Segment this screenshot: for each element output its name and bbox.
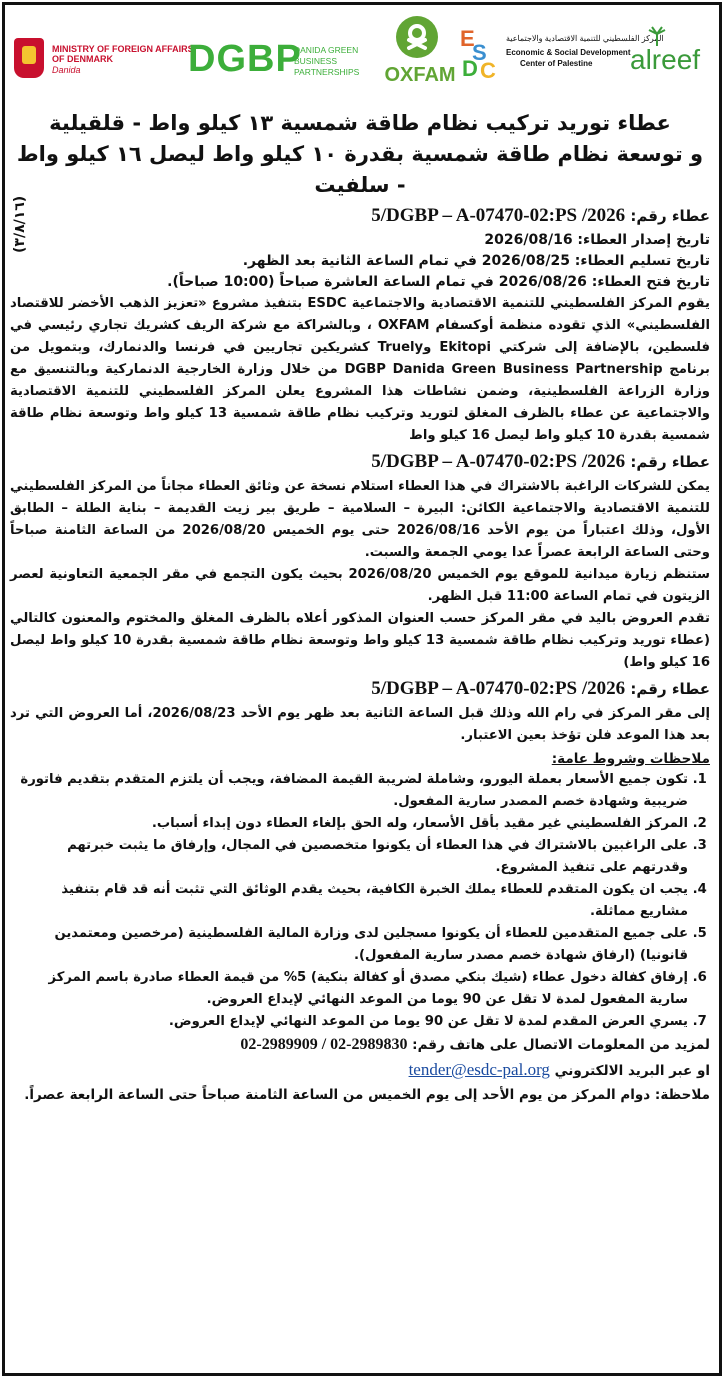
title-line1: عطاء توريد تركيب نظام طاقة شمسية ١٣ كيلو واط - قلقيلية (49, 111, 671, 135)
esdc-arabic-name: المركز الفلسطيني للتنمية الاقتصادية والاجتماعية (506, 34, 664, 43)
tender-number: 5/DGBP – A-07470-02:PS /2026 (371, 678, 626, 699)
office-hours-note: ملاحظة: دوام المركز من يوم الأحد إلى يوم الخميس من الساعة الثامنة صباحاً حتى الساعة الرابعة عصراً. (24, 1087, 710, 1103)
tender-label: عطاء رقم: (630, 453, 710, 471)
oxfam-logo (382, 16, 456, 96)
mfa-line1: MINISTRY OF FOREIGN AFFAIRS (52, 44, 194, 54)
announcement-body (10, 108, 710, 1106)
alreef-name: alreef (630, 44, 701, 75)
phone-numbers: 02-2989909 / 02-2989830 (240, 1036, 408, 1053)
dgbp-logo (188, 38, 378, 88)
oxfam-symbol-icon (396, 16, 438, 58)
handwritten-note: (٣/٨/١٦) (12, 196, 28, 254)
note-item: 4. يجب ان يكون المتقدم للعطاء يملك الخبرة الكافية، بحيث يقدم الوثائق التي تثبت أنه قد قام بتنفيذ مشاريع مماثلة. (10, 879, 688, 923)
danish-crest-icon (14, 38, 44, 78)
esdc-english-line1: Economic & Social Development (506, 48, 631, 57)
alreef-logo (630, 26, 720, 96)
tender-reference-2 (10, 450, 710, 474)
contact-email (10, 1057, 710, 1084)
note-item: 7. يسري العرض المقدم لمدة لا تقل عن 90 يوما من الموعد النهائي لإيداع العروض. (10, 1011, 688, 1033)
note-item: 3. على الراغبين بالاشتراك في هذا العطاء أن يكونوا متخصصين في المجال، وإرفاق ما يثبت خبرتهم وقدرتهم على تنفيذ المشروع. (10, 835, 688, 879)
email-label: او عبر البريد الالكتروني (554, 1063, 710, 1079)
intro-paragraph: يقوم المركز الفلسطيني للتنمية الاقتصادية والاجتماعية ESDC بتنفيذ مشروع «تعزيز الذهب الأخضر للاقتصاد الفلسطيني» الذي تقوده منظمة أوكسفام OXFAM ، وبالشراكة مع شركة الريف كشريك تجاري رئيسي في فلسطين، بالإضافة إلى شركتي Ekitopi وTruely كشريكين تجاريين في فرنسا والدنمارك، وبتمويل من برنامج DGBP Danida Green Business Partnership من خلال وزارة الخارجية الدنماركية وبالتنسيق مع وزارة الزراعة الفلسطينية، وضمن نشاطات هذا المشروع يعلن المركز الفلسطيني للتنمية الاقتصادية والاجتماعية عن عطاء بالظرف المغلق لتوريد وتركيب نظام طاقة شمسية 13 كيلو واط وتوسعة نظام طاقة شمسية بقدرة 10 كيلو واط ليصل 16 كيلو واط (10, 296, 710, 443)
tender-label: عطاء رقم: (630, 207, 710, 225)
title-line2: و توسعة نظام طاقة شمسية بقدرة ١٠ كيلو واط ليصل ١٦ كيلو واط - سلفيت (16, 142, 704, 197)
notes-list (10, 769, 710, 1033)
documents-paragraph: يمكن للشركات الراغبة بالاشتراك في هذا العطاء استلام نسخة عن وثائق العطاء مجاناً من المركز الفلسطيني للتنمية الاقتصادية والاجتماعية الكائن: البيرة – السلامية – طريق بير زيت القديمة – بناية الطلة – الطابق الأول، وذلك اعتباراً من يوم الأحد 2026/08/16 حتى يوم الخميس 2026/08/20 من الساعة الثامنة صباحاً وحتى الساعة الرابعة عصراً عدا يومي الجمعة والسبت. (10, 479, 710, 560)
notes-title: ملاحظات وشروط عامة: (551, 751, 710, 767)
email-link[interactable]: tender@esdc-pal.org (408, 1060, 550, 1079)
contact-label: لمزيد من المعلومات الاتصال على هاتف رقم: (412, 1037, 710, 1053)
mfa-line2: OF DENMARK (52, 54, 113, 64)
opening-date: تاريخ فتح العطاء: 2026/08/26 في تمام الساعة العاشرة صباحاً (10:00 صباحاً). (167, 274, 710, 290)
logo-bar (8, 8, 720, 104)
mfa-line3: Danida (52, 65, 81, 75)
tender-reference-1 (10, 204, 710, 228)
oxfam-name: OXFAM (384, 64, 456, 86)
esdc-english-line2: Center of Palestine (520, 59, 593, 68)
note-item: 6. إرفاق كفالة دخول عطاء (شيك بنكي مصدق أو كفالة بنكية) 5% من قيمة العطاء صادرة باسم المركز سارية المفعول لمدة لا تقل عن 90 يوما من الموعد النهائي لإيداع العروض. (10, 967, 688, 1011)
note-item: 2. المركز الفلسطيني غير مقيد بأقل الأسعار، وله الحق بإلغاء العطاء دون إبداء أسباب. (10, 813, 688, 835)
tender-number: 5/DGBP – A-07470-02:PS /2026 (371, 205, 626, 226)
contact-phone (10, 1033, 710, 1057)
note-item: 5. على جميع المتقدمين للعطاء أن يكونوا مسجلين لدى وزارة المالية الفلسطينية (مرخصين ومعتمدين قانونيا) (ارفاق شهادة خصم مصدر سارية المفعول). (10, 923, 688, 967)
note-item: 1. تكون جميع الأسعار بعملة اليورو، وشاملة لضريبة القيمة المضافة، ويجب أن يلتزم المتقدم بتقديم فاتورة ضريبية وشهادة خصم المصدر سارية المفعول. (10, 769, 688, 813)
esdc-mark-icon: E S D C (460, 26, 496, 83)
tender-reference-3 (10, 677, 710, 701)
tender-number: 5/DGBP – A-07470-02:PS /2026 (371, 451, 626, 472)
esdc-logo (458, 22, 664, 94)
tender-label: عطاء رقم: (630, 680, 710, 698)
dgbp-name: DGBP (188, 38, 302, 80)
site-visit-paragraph: ستنظم زيارة ميدانية للموقع يوم الخميس 2026/08/20 بحيث يكون التجمع في مقر الجمعية التعاونية لعصر الزيتون في تمام الساعة 11:00 قبل الظهر. (10, 567, 710, 604)
delivery-date: تاريخ تسليم العطاء: 2026/08/25 في تمام الساعة الثانية بعد الظهر. (242, 253, 710, 269)
deadline-paragraph: إلى مقر المركز في رام الله وذلك قبل الساعة الثانية بعد ظهر يوم الأحد 2026/08/23، أما العروض التي ترد بعد هذا الموعد فلن تؤخذ بعين الاعتبار. (10, 706, 710, 743)
submission-paragraph: تقدم العروض باليد في مقر المركز حسب العنوان المذكور أعلاه بالظرف المغلق والمختوم والمعنون كالتالي (عطاء توريد وتركيب نظام طاقة شمسية 13 كيلو واط وتوسعة نظام طاقة شمسية بقدرة 10 كيلو واط ليصل 16 كيلو واط) (10, 611, 710, 670)
dgbp-tagline: DANIDA GREEN BUSINESS PARTNERSHIPS (294, 45, 360, 77)
issue-date: تاريخ إصدار العطاء: 2026/08/16 (484, 232, 710, 248)
mfa-denmark-logo (14, 38, 194, 82)
